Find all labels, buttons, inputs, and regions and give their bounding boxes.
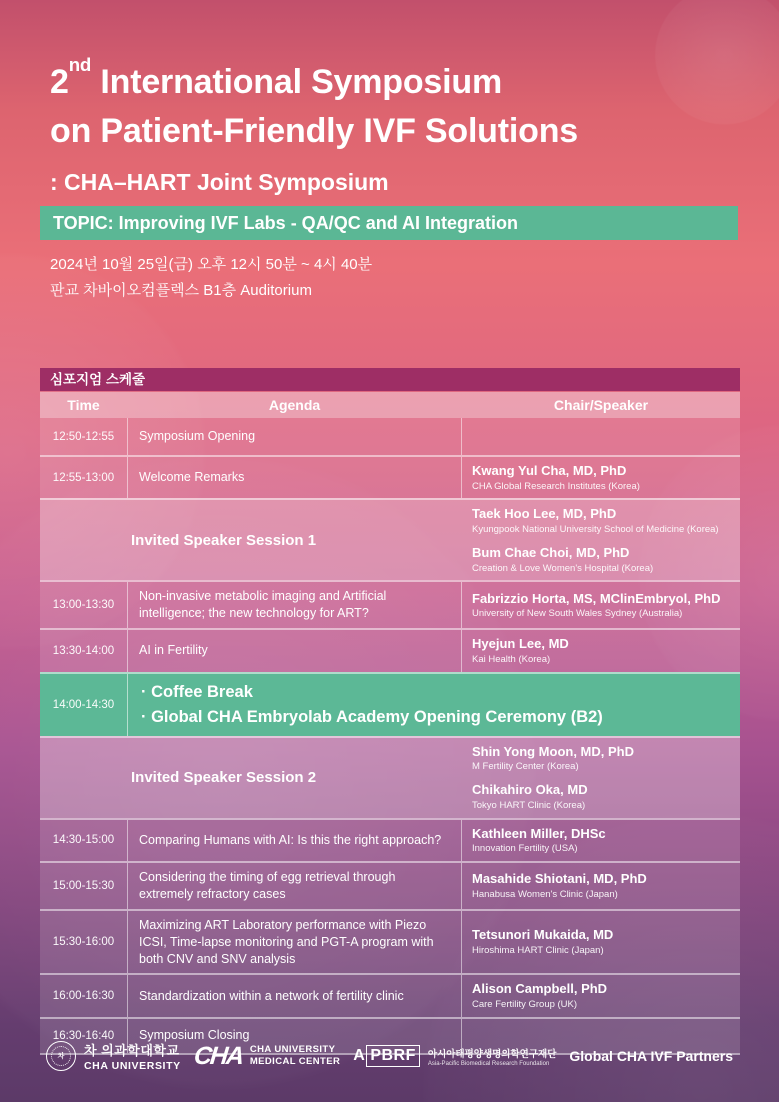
speaker-affiliation: Tokyo HART Clinic (Korea)	[472, 799, 586, 811]
schedule-row	[40, 861, 740, 909]
global-cha-ivf-partners-logo: Global CHA IVF Partners	[569, 1048, 733, 1064]
cha-medical-line1: CHA UNIVERSITY	[249, 1043, 336, 1055]
speaker	[472, 591, 732, 620]
speaker	[472, 826, 732, 855]
speaker-name: Masahide Shiotani, MD, PhD	[472, 871, 647, 887]
break-agenda-line: · Global CHA Embryolab Academy Opening Ceremony (B2)	[141, 707, 603, 726]
cha-university-english: CHA UNIVERSITY	[84, 1060, 181, 1072]
speaker-affiliation: Care Fertility Group (UK)	[472, 999, 578, 1010]
speaker-name: Hyejun Lee, MD	[472, 636, 569, 652]
time-cell: 13:30-14:00	[52, 644, 115, 657]
cha-university-korean: 차 의과학대학교	[84, 1043, 180, 1058]
chair-speaker-cell	[462, 863, 740, 909]
speaker	[472, 506, 732, 535]
speaker-affiliation: M Fertility Center (Korea)	[472, 761, 579, 773]
apbrf-boxed-letters: PBRF	[366, 1045, 420, 1067]
schedule-row	[40, 498, 740, 580]
speaker-affiliation: CHA Global Research Institutes (Korea)	[472, 480, 640, 492]
apbrf-letter-a: A	[353, 1047, 366, 1064]
agenda-cell: Maximizing ART Laboratory performance with Piezo ICSI, Time-lapse monitoring and PGT-A program with both CNV and SNV analysis	[127, 911, 462, 974]
agenda-cell: Symposium Opening	[127, 418, 462, 455]
speaker	[472, 545, 732, 574]
chair-speaker-cell	[462, 820, 740, 861]
event-when-where	[50, 252, 372, 304]
speaker-name: Alison Campbell, PhD	[472, 981, 608, 997]
schedule-header-row	[40, 392, 740, 418]
event-venue: 판교 차바이오컴플렉스 B1층 Auditorium	[50, 282, 312, 299]
speaker	[472, 744, 732, 773]
schedule-row	[40, 909, 740, 974]
speaker-name: Shin Yong Moon, MD, PhD	[472, 743, 634, 759]
schedule-row	[40, 418, 740, 455]
speaker-affiliation: Kyungpook National University School of Medicine (Korea)	[472, 524, 719, 536]
cha-university-seal-icon	[46, 1041, 76, 1071]
chair-speaker-cell	[462, 457, 740, 498]
agenda-cell: Standardization within a network of fertility clinic	[127, 975, 462, 1016]
session-title-cell	[40, 500, 462, 580]
speaker-name: Kwang Yul Cha, MD, PhD	[472, 463, 627, 478]
schedule-row	[40, 736, 740, 818]
chair-speaker-cell	[462, 418, 740, 455]
speaker	[472, 463, 732, 492]
schedule-row	[40, 628, 740, 671]
schedule-section-title: 심포지엄 스케줄	[40, 368, 740, 391]
speaker	[472, 981, 732, 1010]
cha-university-logotext	[84, 1040, 181, 1072]
event-datetime: 2024년 10월 25일(금) 오후 12시 50분 ~ 4시 40분	[50, 256, 373, 273]
chair-speaker-cell	[462, 738, 740, 818]
cha-medical-logotext	[250, 1044, 340, 1069]
speaker-name: Kathleen Miller, DHSc	[472, 825, 606, 841]
title-line2: on Patient-Friendly IVF Solutions	[50, 111, 578, 150]
time-cell: 16:00-16:30	[52, 990, 115, 1003]
chair-speaker-cell	[462, 911, 740, 974]
speaker-affiliation: University of New South Wales Sydney (Australia)	[472, 608, 683, 620]
chair-speaker-cell	[462, 582, 740, 628]
seal-glyph: 차	[51, 1046, 71, 1066]
agenda-cell: Symposium Closing	[127, 1019, 462, 1053]
time-cell: 16:30-16:40	[52, 1029, 115, 1042]
chair-speaker-cell	[462, 630, 740, 671]
speaker-affiliation: Hanabusa Women's Clinic (Japan)	[472, 888, 618, 900]
time-cell: 14:00-14:30	[52, 698, 115, 711]
schedule-body	[40, 418, 740, 1055]
break-agenda-line: · Coffee Break	[141, 682, 253, 701]
speaker-name: Bum Chae Choi, MD, PhD	[472, 544, 630, 560]
speaker-name: Taek Hoo Lee, MD, PhD	[472, 506, 617, 522]
speaker-name: Chikahiro Oka, MD	[472, 782, 588, 798]
schedule-row	[40, 672, 740, 736]
agenda-cell: Welcome Remarks	[127, 457, 462, 498]
time-cell: 13:00-13:30	[52, 599, 115, 612]
time-cell: 14:30-15:00	[52, 834, 115, 847]
agenda-cell: Non-invasive metabolic imaging and Artificial intelligence; the new technology for ART?	[127, 582, 462, 628]
cha-wordmark-icon: CHA	[192, 1041, 244, 1070]
speaker-affiliation: Innovation Fertility (USA)	[472, 843, 578, 855]
speaker	[472, 782, 732, 811]
time-cell: 12:50-12:55	[52, 430, 115, 443]
footer-logos	[0, 1026, 779, 1086]
speaker-affiliation: Hiroshima HART Clinic (Japan)	[472, 944, 604, 956]
cha-university-logo	[46, 1040, 181, 1072]
session-title: Invited Speaker Session 2	[131, 769, 317, 787]
apbrf-logo	[353, 1045, 556, 1067]
speaker-affiliation: Creation & Love Women's Hospital (Korea)	[472, 562, 654, 574]
time-cell: 15:30-16:00	[52, 936, 115, 949]
speaker-name: Tetsunori Mukaida, MD	[472, 927, 614, 943]
break-agenda-cell	[127, 674, 740, 736]
apbrf-logotext	[428, 1046, 556, 1067]
schedule-table	[40, 368, 740, 1055]
speaker	[472, 871, 732, 900]
topic-banner: TOPIC: Improving IVF Labs - QA/QC and AI Integration	[40, 206, 738, 240]
time-cell: 15:00-15:30	[52, 879, 115, 892]
agenda-cell: Comparing Humans with AI: Is this the right approach?	[127, 820, 462, 861]
poster-header	[50, 54, 743, 196]
session-title: Invited Speaker Session 1	[131, 531, 317, 549]
title-line1: International Symposium	[91, 63, 502, 101]
speaker	[472, 927, 732, 956]
speaker-name: Fabrizzio Horta, MS, MClinEmbryol, PhD	[472, 590, 721, 606]
speaker-affiliation: Kai Health (Korea)	[472, 653, 551, 665]
column-header-agenda: Agenda	[268, 397, 321, 413]
column-header-time: Time	[67, 397, 100, 413]
chair-speaker-cell	[462, 500, 740, 580]
session-title-cell	[40, 738, 462, 818]
poster-title	[50, 54, 743, 155]
poster-subtitle: : CHA–HART Joint Symposium	[50, 169, 389, 196]
cha-medical-center-logo	[194, 1042, 341, 1071]
title-number: 2	[50, 63, 69, 101]
schedule-row	[40, 455, 740, 498]
apbrf-wordmark-icon	[353, 1045, 420, 1067]
time-cell: 12:55-13:00	[52, 471, 115, 484]
schedule-row	[40, 580, 740, 628]
agenda-cell: Considering the timing of egg retrieval through extremely refractory cases	[127, 863, 462, 909]
speaker	[472, 636, 732, 665]
agenda-cell: AI in Fertility	[127, 630, 462, 671]
column-header-chair-speaker: Chair/Speaker	[553, 397, 649, 413]
chair-speaker-cell	[462, 975, 740, 1016]
schedule-row	[40, 818, 740, 861]
apbrf-korean: 아시아태평양생명의학연구재단	[427, 1048, 557, 1060]
title-ordinal-suffix: nd	[68, 54, 92, 76]
cha-medical-line2: MEDICAL CENTER	[249, 1056, 341, 1067]
schedule-row	[40, 973, 740, 1016]
apbrf-english: Asia-Pacific Biomedical Research Foundation	[427, 1060, 550, 1067]
